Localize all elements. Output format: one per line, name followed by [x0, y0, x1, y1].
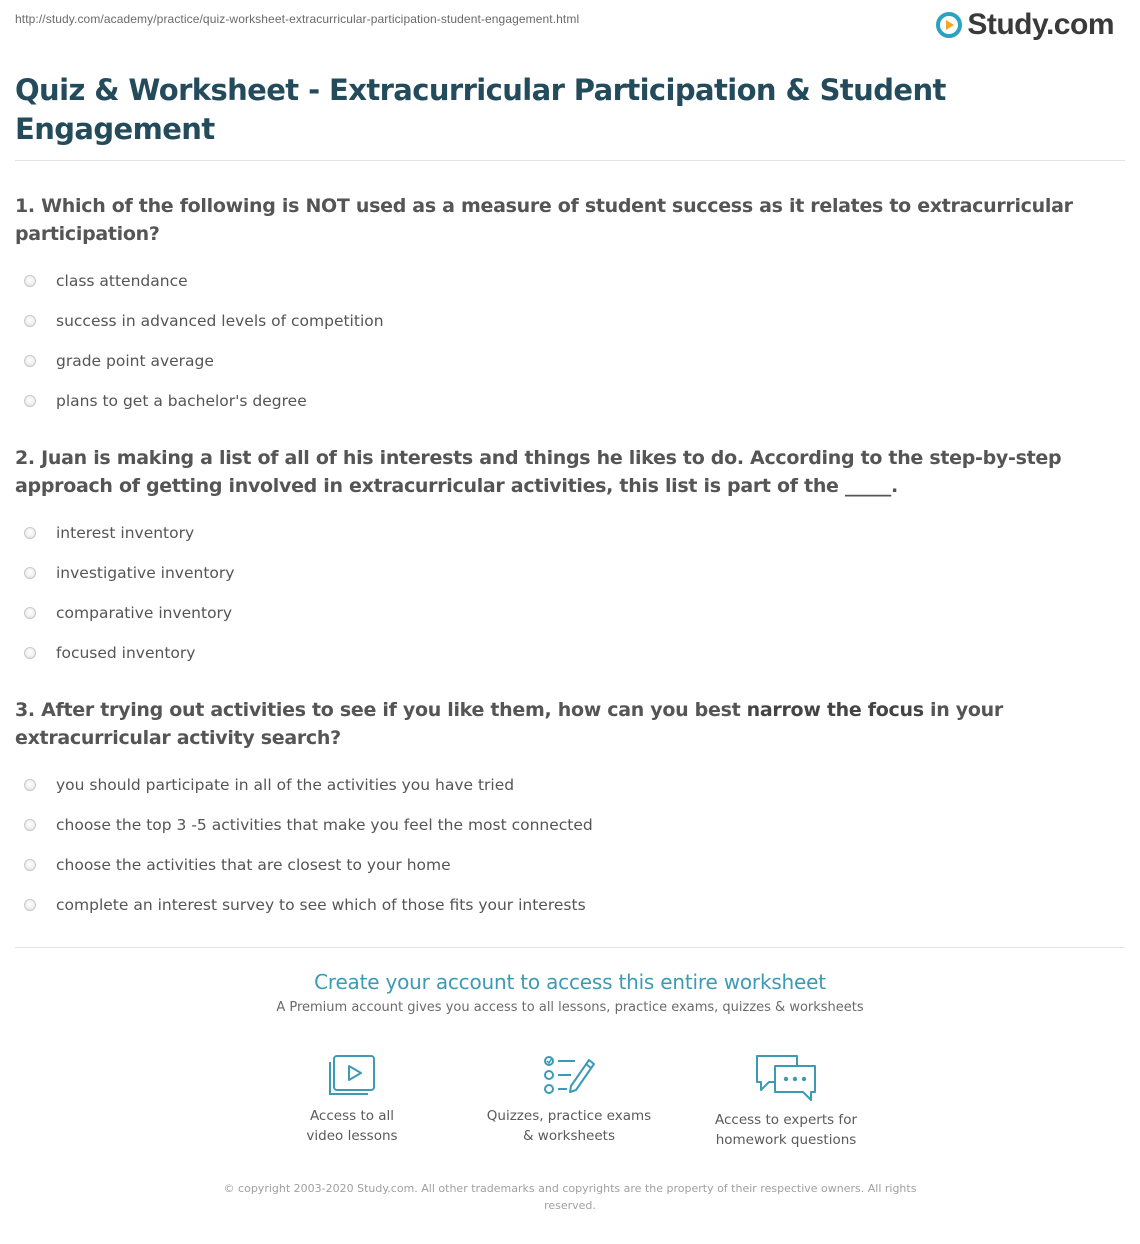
- radio-button[interactable]: [24, 567, 36, 579]
- question-text-part: in your extracurricular activity search?: [15, 699, 1003, 749]
- choice-label: plans to get a bachelor's degree: [56, 392, 307, 410]
- radio-button[interactable]: [24, 899, 36, 911]
- answer-choice[interactable]: [15, 765, 1125, 805]
- answer-choice[interactable]: [15, 381, 1125, 421]
- question-1: [15, 192, 1125, 421]
- choice-label: focused inventory: [56, 644, 196, 662]
- answer-choice[interactable]: [15, 553, 1125, 593]
- choice-list: [15, 261, 1125, 421]
- answer-choice[interactable]: [15, 845, 1125, 885]
- feature-quizzes: [474, 1052, 664, 1146]
- divider: [15, 160, 1125, 161]
- feature-label-line: video lessons: [306, 1128, 398, 1144]
- answer-choice[interactable]: [15, 885, 1125, 925]
- feature-label-line: Quizzes, practice exams: [486, 1108, 652, 1124]
- question-text: 2. Juan is making a list of all of his interests and things he likes to do. According to the step-by-step approach of getting involved in extracurricular activities, this list is part of the _____.: [15, 447, 1062, 497]
- signup-cta: [0, 970, 1140, 1015]
- quiz-checklist-icon: [541, 1052, 597, 1098]
- copyright-notice: © copyright 2003-2020 Study.com. All other trademarks and copyrights are the property of their respective owners. All rights reserved.: [223, 1182, 917, 1212]
- answer-choice[interactable]: [15, 805, 1125, 845]
- feature-label-line: & worksheets: [522, 1128, 615, 1144]
- answer-choice[interactable]: [15, 301, 1125, 341]
- radio-button[interactable]: [24, 607, 36, 619]
- radio-button[interactable]: [24, 859, 36, 871]
- radio-button[interactable]: [24, 315, 36, 327]
- question-emphasis: narrow the focus: [746, 699, 924, 721]
- video-lessons-icon: [326, 1052, 378, 1098]
- radio-button[interactable]: [24, 275, 36, 287]
- divider: [15, 947, 1125, 948]
- feature-video-lessons: [257, 1052, 447, 1146]
- feature-label-line: Access to all: [309, 1108, 395, 1124]
- radio-button[interactable]: [24, 819, 36, 831]
- answer-choice[interactable]: [15, 261, 1125, 301]
- question-text-part: 3. After trying out activities to see if you like them, how can you best: [15, 699, 747, 721]
- feature-experts: [691, 1052, 881, 1150]
- choice-label: comparative inventory: [56, 604, 233, 622]
- choice-label: you should participate in all of the activities you have tried: [56, 776, 515, 794]
- choice-list: [15, 513, 1125, 673]
- page-title: Quiz & Worksheet - Extracurricular Participation & Student Engagement: [15, 73, 946, 146]
- radio-button[interactable]: [24, 527, 36, 539]
- answer-choice[interactable]: [15, 593, 1125, 633]
- question-text: 1. Which of the following is NOT used as a measure of student success as it relates to extracurricular participation?: [15, 195, 1073, 245]
- feature-label: [474, 1106, 664, 1146]
- answer-choice[interactable]: [15, 633, 1125, 673]
- answer-choice[interactable]: [15, 513, 1125, 553]
- logo-text: Study.com: [967, 8, 1114, 41]
- choice-list: [15, 765, 1125, 925]
- chat-bubbles-icon: [753, 1052, 819, 1102]
- feature-label-line: homework questions: [715, 1132, 857, 1148]
- radio-button[interactable]: [24, 395, 36, 407]
- question-3: [15, 696, 1125, 925]
- radio-button[interactable]: [24, 647, 36, 659]
- question-text: [15, 696, 1125, 752]
- radio-button[interactable]: [24, 355, 36, 367]
- play-logo-icon: [936, 12, 962, 38]
- radio-button[interactable]: [24, 779, 36, 791]
- cta-title-link[interactable]: Create your account to access this entire worksheet: [314, 970, 826, 994]
- choice-label: grade point average: [56, 352, 214, 370]
- choice-label: class attendance: [56, 272, 188, 290]
- choice-label: success in advanced levels of competition: [56, 312, 384, 330]
- question-2: [15, 444, 1125, 673]
- feature-label: [691, 1110, 881, 1150]
- choice-label: choose the top 3 -5 activities that make you feel the most connected: [56, 816, 593, 834]
- feature-label-line: Access to experts for: [714, 1112, 857, 1128]
- page-url[interactable]: http://study.com/academy/practice/quiz-worksheet-extracurricular-participation-student-engagement.html: [15, 12, 580, 26]
- cta-subtitle: A Premium account gives you access to all lessons, practice exams, quizzes & worksheets: [276, 1000, 864, 1015]
- feature-label: [257, 1106, 447, 1146]
- top-bar: [0, 0, 1140, 56]
- answer-choice[interactable]: [15, 341, 1125, 381]
- choice-label: complete an interest survey to see which of those fits your interests: [56, 896, 586, 914]
- choice-label: investigative inventory: [56, 564, 235, 582]
- choice-label: choose the activities that are closest to your home: [56, 856, 451, 874]
- choice-label: interest inventory: [56, 524, 195, 542]
- study-logo[interactable]: [936, 8, 1114, 42]
